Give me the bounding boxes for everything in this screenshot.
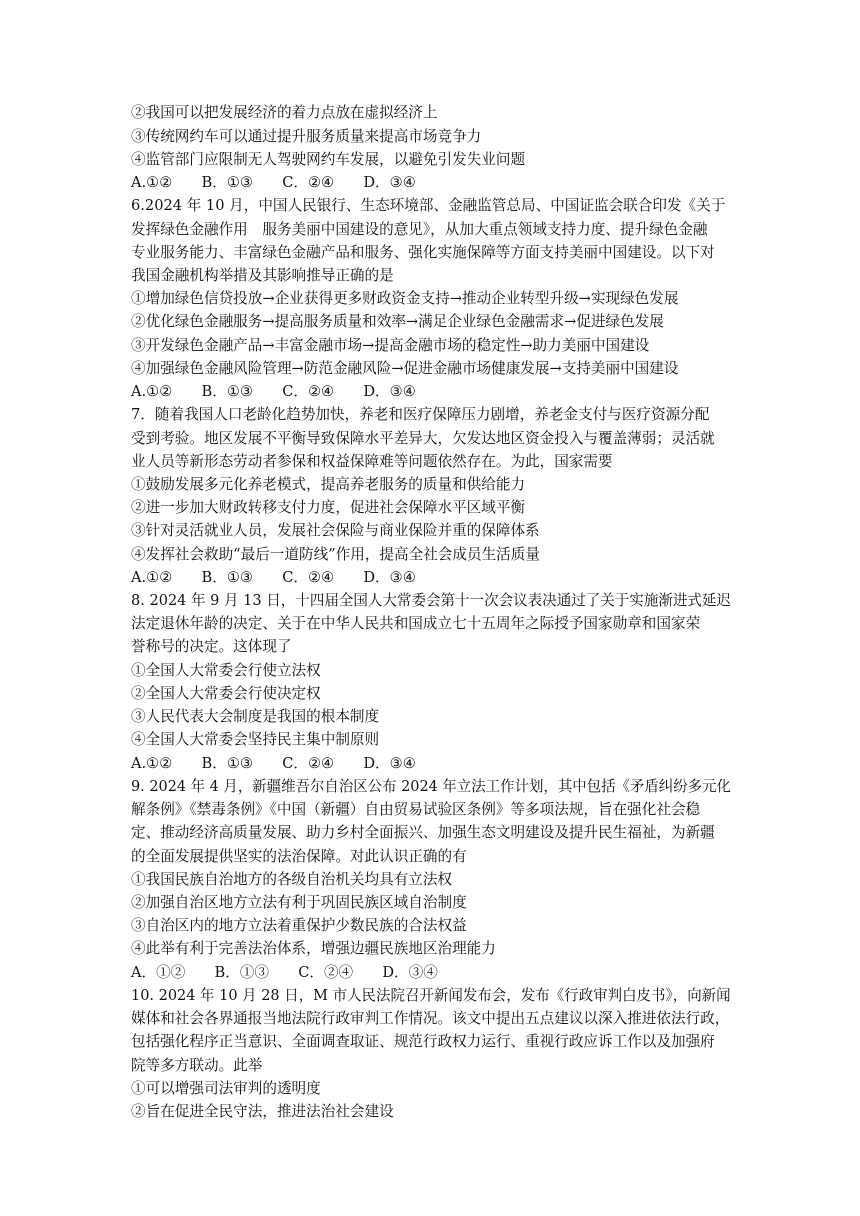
question-7-stem: 7．随着我国人口老龄化趋势加快，养老和医疗保障压力剧增，养老金支付与医疗资源分配 [131,406,710,423]
option-3: ③开发绿色金融产品→丰富金融市场→提高金融市场的稳定性→助力美丽中国建设 [131,337,650,354]
question-8-stem: 法定退休年龄的决定、关于在中华人民共和国成立七十五周年之际授予国家勋章和国家荣 [131,615,701,632]
option-1: ①我国民族自治地方的各级自治机关均具有立法权 [131,871,453,888]
option-1: ①增加绿色信贷投放→企业获得更多财政资金支持→推动企业转型升级→实现绿色发展 [131,290,679,307]
option-3: ③针对灵活就业人员，发展社会保险与商业保险并重的保障体系 [131,522,540,539]
option-3: ③自治区内的地方立法着重保护少数民族的合法权益 [131,917,467,934]
question-10-stem: 院等多方联动。此举 [131,1057,263,1074]
option-2: ②旨在促进全民守法，推进法治社会建设 [131,1103,394,1120]
option-3: ③人民代表大会制度是我国的根本制度 [131,708,380,725]
option-4: ④监管部门应限制无人驾驶网约车发展，以避免引发失业问题 [131,151,526,168]
question-10-stem: 媒体和社会各界通报当地法院行政审判工作情况。该文中提出五点建议以深入推进依法行政， [131,1010,730,1027]
question-7-stem: 受到考验。地区发展不平衡导致保障水平差异大，欠发达地区资金投入与覆盖薄弱；灵活就 [131,430,715,447]
question-6-stem: 6.2024 年 10 月，中国人民银行、生态环境部、金融监管总局、中国证监会联合印发《关于 [131,197,726,214]
answer-choices: A.①② B．①③ C．②④ D．③④ [131,569,416,586]
option-1: ①鼓励发展多元化养老模式，提高养老服务的质量和供给能力 [131,476,526,493]
question-6-stem: 发挥绿色金融作用 服务美丽中国建设的意见》，从加大重点领域支持力度、提升绿色金融 [131,221,708,238]
option-2: ②全国人大常委会行使决定权 [131,685,321,702]
answer-choices: A.①② B．①③ C．②④ D．③④ [131,383,416,400]
question-6-stem: 我国金融机构举措及其影响推导正确的是 [131,267,394,284]
option-1: ①全国人大常委会行使立法权 [131,662,321,679]
option-2: ②优化绿色金融服务→提高服务质量和效率→满足企业绿色金融需求→促进绿色发展 [131,313,664,330]
question-9-stem: 解条例》《禁毒条例》《中国（新疆）自由贸易试验区条例》等多项法规，旨在强化社会稳 [131,801,701,818]
option-2: ②我国可以把发展经济的着力点放在虚拟经济上 [131,104,438,121]
question-8-stem: 誉称号的决定。这体现了 [131,638,292,655]
option-4: ④加强绿色金融风险管理→防范金融风险→促进金融市场健康发展→支持美丽中国建设 [131,360,679,377]
question-8-stem: 8. 2024 年 9 月 13 日，十四届全国人大常委会第十一次会议表决通过了关于实施渐进式延迟 [131,592,731,609]
question-7-stem: 业人员等新形态劳动者参保和权益保障难等问题依然存在。为此，国家需要 [131,453,613,470]
question-10-stem: 包括强化程序正当意识、全面调查取证、规范行政权力运行、重视行政应诉工作以及加强府 [131,1033,715,1050]
option-2: ②进一步加大财政转移支付力度，促进社会保障水平区域平衡 [131,499,526,516]
option-4: ④发挥社会救助“最后一道防线”作用，提高全社会成员生活质量 [131,546,540,563]
question-10-stem: 10. 2024 年 10 月 28 日，M 市人民法院召开新闻发布会，发布《行政审判白皮书》，向新闻 [131,987,731,1004]
option-2: ②加强自治区地方立法有利于巩固民族区域自治制度 [131,894,467,911]
question-9-stem: 的全面发展提供坚实的法治保障。对此认识正确的有 [131,848,467,865]
option-4: ④此举有利于完善法治体系，增强边疆民族地区治理能力 [131,940,496,957]
question-9-stem: 9. 2024 年 4 月，新疆维吾尔自治区公布 2024 年立法工作计划，其中包括《矛盾纠纷多元化 [131,778,731,795]
answer-choices: A．①② B．①③ C．②④ D．③④ [131,964,438,981]
question-6-stem: 专业服务能力、丰富绿色金融产品和服务、强化实施保障等方面支持美丽中国建设。以下对 [131,244,715,261]
option-3: ③传统网约车可以通过提升服务质量来提高市场竞争力 [131,128,482,145]
option-4: ④全国人大常委会坚持民主集中制原则 [131,731,380,748]
answer-choices: A.①② B．①③ C．②④ D．③④ [131,755,416,772]
option-1: ①可以增强司法审判的透明度 [131,1080,321,1097]
question-9-stem: 定、推动经济高质量发展、助力乡村全面振兴、加强生态文明建设及提升民生福祉，为新疆 [131,824,715,841]
answer-choices: A.①② B．①③ C．②④ D．③④ [131,174,416,191]
